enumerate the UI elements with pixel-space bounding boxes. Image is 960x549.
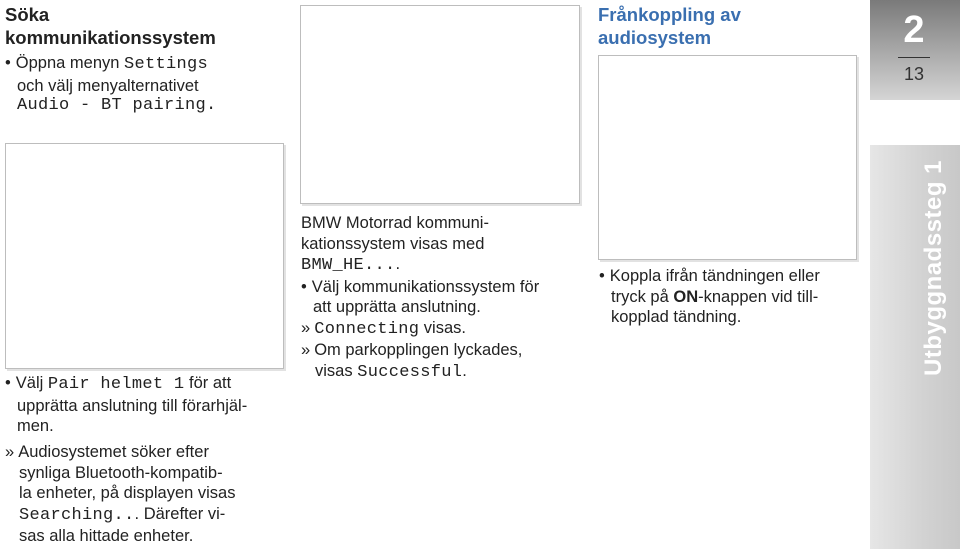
result-line-5: sas alla hittade enheter. [19,527,194,545]
connecting-tail: visas. [419,318,466,337]
illustration-1 [5,143,284,369]
step-text-line3: men. [17,417,54,435]
illustration-2 [300,5,580,204]
searching-code: Searching.. [19,505,135,525]
ignition-line-3: kopplad tändning. [611,308,742,326]
ignition-line-2-tail: -knappen vid till- [698,287,819,306]
success-line-2: visas [315,361,358,380]
result-line-2: synliga Bluetooth-kompatib- [19,463,223,482]
bmw-line-1: BMW Motorrad kommuni- [301,214,489,232]
result-line-4-tail: . Därefter vi- [134,504,226,523]
successful-code: Successful [357,362,463,382]
section-heading-disconnect [598,3,741,49]
result-searching [5,442,285,547]
ignition-line-2: tryck på [611,287,674,306]
ignition-line-1: Koppla ifrån tändningen eller [609,267,820,285]
chapter-divider [898,57,930,58]
connecting-code: Connecting [314,319,420,339]
heading-line-1: Söka [5,4,50,25]
illustration-3 [598,55,857,260]
result-line-1: Audiosystemet söker efter [18,443,209,461]
menu-settings-code: Settings [124,55,209,74]
step-text-tail: för att [184,374,232,392]
select-line-2: att upprätta anslutning. [313,298,481,316]
bmw-he-tail: . [395,255,401,273]
pair-helmet-code: Pair helmet 1 [47,375,185,394]
bmw-he-code: BMW_HE... [301,256,396,275]
heading-line-2: kommunikationssystem [5,27,216,48]
step-text: Öppna menyn [15,54,125,72]
step-pair-helmet [5,373,285,437]
step-open-settings [5,53,275,117]
step-select-system [301,213,591,383]
section-side-label: Utbyggnadssteg 1 [920,159,947,376]
step-text-line2: och välj menyalternativet [17,76,199,95]
success-line-1: Om parkopplingen lyckades, [314,341,523,359]
step-text-line2: upprätta anslutning till förarhjäl- [17,396,248,415]
menu-audio-code: Audio - BT pairing. [17,96,217,115]
select-line-1: Välj kommunikationssystem för [311,277,540,296]
chapter-marker [888,10,940,86]
success-tail: . [462,361,467,380]
step-text: Välj [15,374,48,392]
step-ignition-off [599,266,864,328]
bmw-line-2: kationssystem visas med [301,234,485,253]
section-heading-search [5,3,216,49]
result-line-3: la enheter, på displayen visas [19,484,236,502]
page-number: 13 [903,64,925,84]
chapter-number: 2 [903,9,925,51]
on-key-label: ON [673,287,699,306]
heading-line-2: audiosystem [598,27,712,48]
heading-line-1: Frånkoppling av [598,4,741,25]
